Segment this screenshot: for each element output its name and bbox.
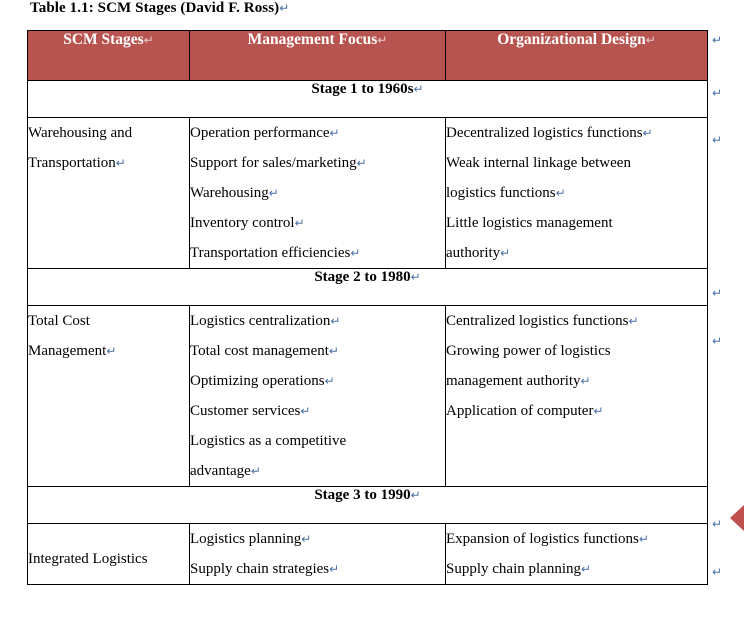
paragraph-mark-icon: ↵ [115, 156, 126, 170]
management-focus-cell [190, 524, 446, 585]
stage-banner-row [28, 81, 708, 118]
organizational-design-cell [446, 118, 708, 269]
stage-label: Stage 3 to 1990 [314, 487, 411, 503]
design-line: Decentralized logistics functions [446, 125, 643, 141]
paragraph-mark-icon: ↵ [328, 344, 339, 358]
management-focus-cell [190, 118, 446, 269]
focus-line: Inventory control [190, 215, 295, 231]
column-header-scm-stages [28, 31, 190, 81]
paragraph-mark-icon: ↵ [330, 314, 341, 328]
paragraph-mark-icon: ↵ [580, 374, 591, 388]
paragraph-mark-icon: ↵ [712, 86, 723, 100]
paragraph-mark-icon: ↵ [642, 126, 653, 140]
focus-line-wrap [190, 238, 445, 268]
focus-line: Customer services [190, 403, 301, 419]
design-line-wrap [446, 118, 707, 148]
paragraph-mark-icon: ↵ [413, 82, 424, 96]
column-header-organizational-design [446, 31, 708, 81]
paragraph-mark-icon: ↵ [377, 33, 388, 47]
focus-line-wrap [190, 118, 445, 148]
focus-line: Logistics as a competitive [190, 433, 347, 449]
table-row [28, 118, 708, 269]
paragraph-mark-icon: ↵ [410, 488, 421, 502]
design-line: Expansion of logistics functions [446, 531, 639, 547]
stage-name-cell [28, 118, 190, 269]
header-row [28, 31, 708, 81]
paragraph-mark-icon: ↵ [300, 404, 311, 418]
paragraph-mark-icon: ↵ [712, 517, 723, 531]
focus-line: advantage [190, 463, 251, 479]
focus-line: Operation performance [190, 125, 330, 141]
stage-name-line: Total Cost [28, 313, 90, 329]
design-line-wrap [446, 238, 707, 268]
paragraph-mark-icon: ↵ [581, 562, 592, 576]
stage-name-line-wrap [28, 148, 189, 178]
paragraph-mark-icon: ↵ [712, 334, 723, 348]
design-line: Supply chain planning [446, 561, 581, 577]
paragraph-mark-icon: ↵ [279, 1, 290, 15]
stage-name-cell [28, 524, 190, 585]
paragraph-mark-icon: ↵ [106, 344, 117, 358]
focus-line-wrap [190, 336, 445, 366]
column-header-management-focus [190, 31, 446, 81]
focus-line: Logistics planning [190, 531, 302, 547]
design-line-wrap [446, 524, 707, 554]
focus-line-wrap [190, 178, 445, 208]
design-line-wrap [446, 396, 707, 426]
column-header-label: SCM Stages [63, 31, 144, 48]
paragraph-mark-icon: ↵ [301, 532, 312, 546]
paragraph-mark-icon: ↵ [500, 246, 511, 260]
stage-name-line: Warehousing and [28, 125, 133, 141]
design-line: Application of computer [446, 403, 594, 419]
organizational-design-cell [446, 524, 708, 585]
paragraph-mark-icon: ↵ [143, 33, 154, 47]
paragraph-mark-icon: ↵ [410, 270, 421, 284]
paragraph-mark-icon: ↵ [638, 532, 649, 546]
design-line-wrap [446, 306, 707, 336]
table-row [28, 524, 708, 585]
paragraph-mark-icon: ↵ [555, 186, 566, 200]
column-header-label: Management Focus [247, 31, 378, 48]
column-header-label: Organizational Design [497, 31, 646, 48]
scroll-marker-arrow-icon [730, 505, 744, 531]
table-caption-text: Table 1.1: SCM Stages (David F. Ross) [30, 0, 280, 16]
focus-line-wrap [190, 396, 445, 426]
focus-line: Logistics centralization [190, 313, 331, 329]
stage-name-line: Management [28, 343, 107, 359]
paragraph-mark-icon: ↵ [712, 33, 723, 47]
focus-line-wrap [190, 366, 445, 396]
focus-line-wrap [190, 208, 445, 238]
organizational-design-cell [446, 306, 708, 487]
stage-banner-cell [28, 81, 708, 118]
management-focus-cell [190, 306, 446, 487]
design-line: Weak internal linkage between [446, 155, 631, 171]
focus-line-wrap [190, 306, 445, 336]
focus-line: Warehousing [190, 185, 269, 201]
design-line: Centralized logistics functions [446, 313, 629, 329]
focus-line-wrap [190, 554, 445, 584]
paragraph-mark-icon: ↵ [356, 156, 367, 170]
focus-line: Optimizing operations [190, 373, 325, 389]
paragraph-mark-icon: ↵ [329, 562, 340, 576]
paragraph-mark-icon: ↵ [250, 464, 261, 478]
paragraph-mark-icon: ↵ [324, 374, 335, 388]
focus-line-wrap [190, 456, 445, 486]
focus-line: Supply chain strategies [190, 561, 330, 577]
design-line-wrap [446, 554, 707, 584]
paragraph-mark-icon: ↵ [628, 314, 639, 328]
focus-line: Support for sales/marketing [190, 155, 357, 171]
paragraph-mark-icon: ↵ [329, 126, 340, 140]
table-row [28, 306, 708, 487]
paragraph-mark-icon: ↵ [712, 133, 723, 147]
design-line: logistics functions [446, 185, 556, 201]
paragraph-mark-icon: ↵ [712, 565, 723, 579]
paragraph-mark-icon: ↵ [593, 404, 604, 418]
stage-banner-row [28, 487, 708, 524]
design-line: management authority [446, 373, 581, 389]
paragraph-mark-icon: ↵ [350, 246, 361, 260]
stage-name-line: Integrated Logistics [28, 551, 148, 567]
stage-label: Stage 1 to 1960s [311, 81, 414, 97]
stage-name-cell [28, 306, 190, 487]
stage-label: Stage 2 to 1980 [314, 269, 411, 285]
design-line: Little logistics management [446, 215, 613, 231]
stage-name-line: Transportation [28, 155, 116, 171]
stage-banner-cell [28, 269, 708, 306]
table-body [28, 81, 708, 585]
paragraph-mark-icon: ↵ [294, 216, 305, 230]
table-caption [30, 0, 289, 17]
focus-line-wrap [190, 524, 445, 554]
design-line: Growing power of logistics [446, 343, 611, 359]
stage-name-line-wrap [28, 336, 189, 366]
scm-stages-table [27, 30, 708, 585]
paragraph-mark-icon: ↵ [712, 286, 723, 300]
table-head [28, 31, 708, 81]
paragraph-mark-icon: ↵ [645, 33, 656, 47]
stage-banner-cell [28, 487, 708, 524]
paragraph-mark-icon: ↵ [268, 186, 279, 200]
focus-line: Transportation efficiencies [190, 245, 351, 261]
design-line-wrap [446, 178, 707, 208]
design-line: authority [446, 245, 501, 261]
design-line-wrap [446, 366, 707, 396]
stage-banner-row [28, 269, 708, 306]
focus-line: Total cost management [190, 343, 329, 359]
focus-line-wrap [190, 148, 445, 178]
